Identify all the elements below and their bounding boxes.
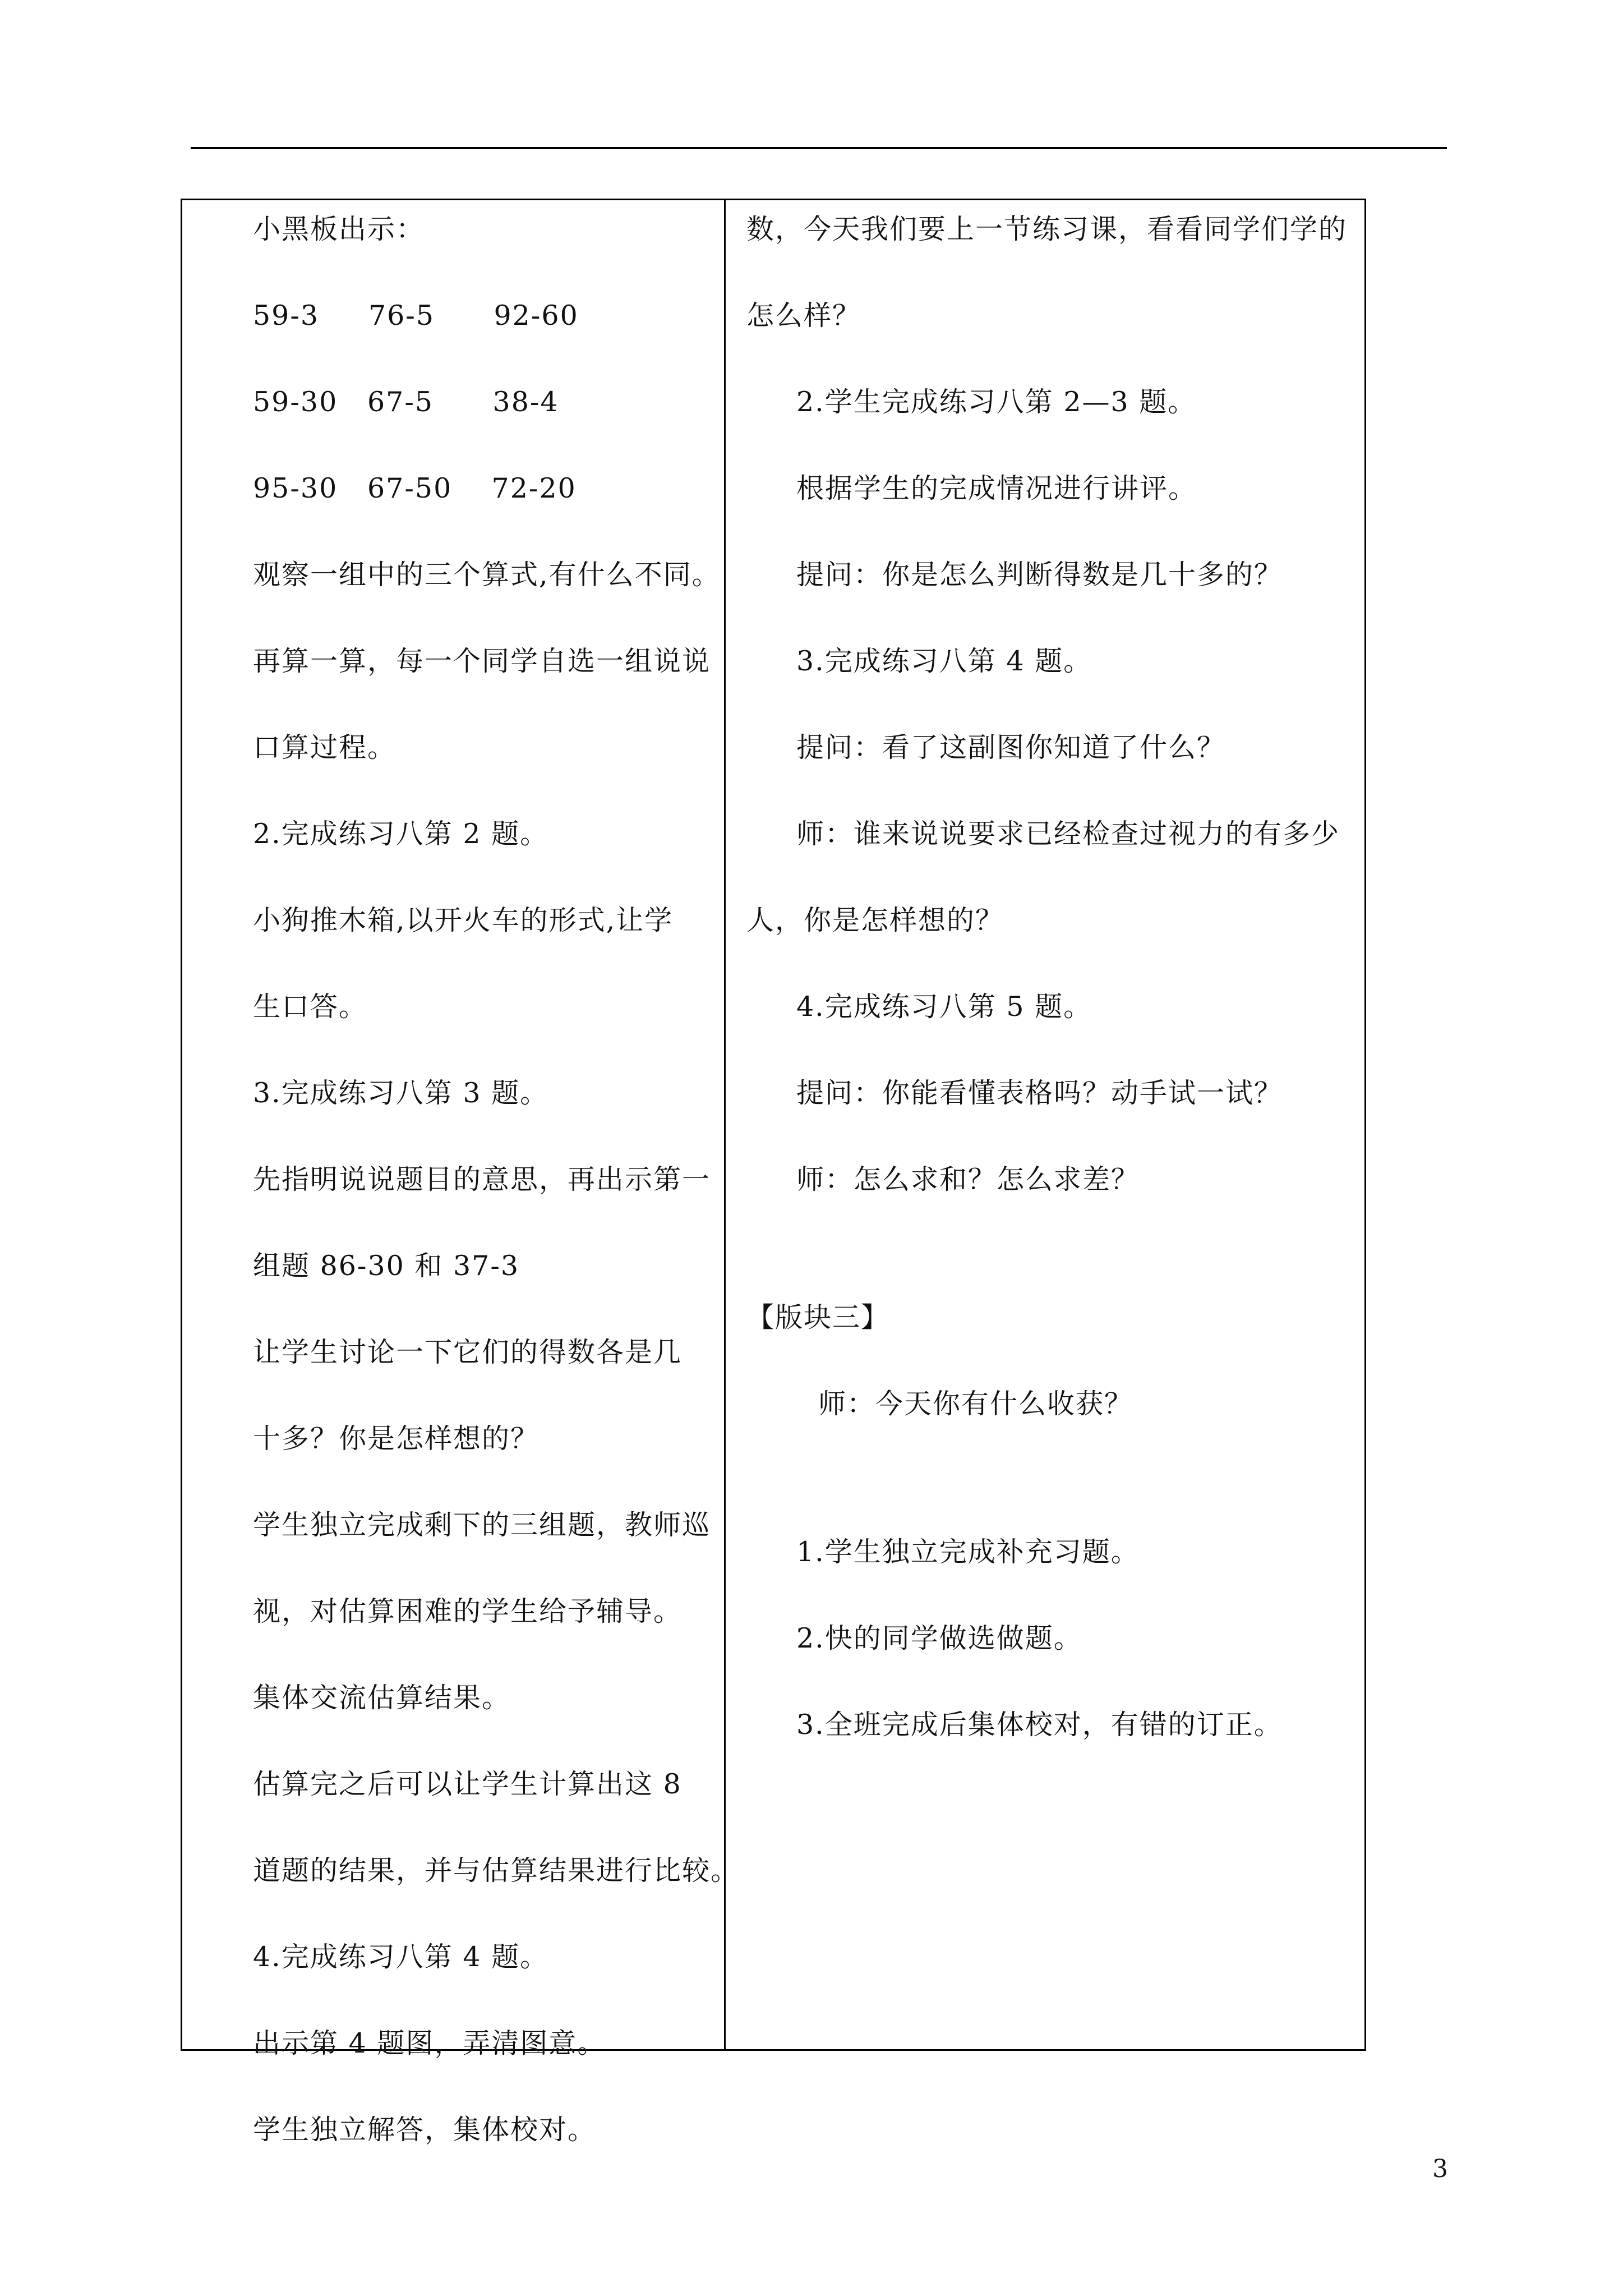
right-line-3: 2.学生完成练习八第 2—3 题。 <box>796 386 1197 418</box>
left-line-12: 先指明说说题目的意思，再出示第一 <box>253 1163 711 1195</box>
left-line-3: 59-30 67-5 38-4 <box>253 386 559 418</box>
left-line-20: 道题的结果，并与估算结果进行比较。 <box>253 1855 740 1887</box>
left-line-11: 3.完成练习八第 3 题。 <box>253 1077 549 1109</box>
left-line-7: 口算过程。 <box>253 731 396 763</box>
left-line-8: 2.完成练习八第 2 题。 <box>253 818 549 850</box>
left-line-9: 小狗推木箱,以开火车的形式,让学 <box>253 904 674 936</box>
left-line-6: 再算一算，每一个同学自选一组说说 <box>253 645 711 677</box>
right-line-11: 提问：你能看懂表格吗？动手试一试？ <box>796 1077 1283 1109</box>
right-line-1: 数，今天我们要上一节练习课，看看同学们学的 <box>746 213 1348 245</box>
left-line-22: 出示第 4 题图，弄清图意。 <box>253 2027 606 2059</box>
right-line-4: 根据学生的完成情况进行讲评。 <box>796 472 1197 504</box>
left-line-21: 4.完成练习八第 4 题。 <box>253 1941 549 1973</box>
left-line-19: 估算完之后可以让学生计算出这 8 <box>253 1768 682 1800</box>
header-rule <box>191 147 1447 149</box>
right-line-14: 师：今天你有什么收获？ <box>818 1388 1133 1420</box>
left-line-14: 让学生讨论一下它们的得数各是几 <box>253 1336 683 1368</box>
left-line-15: 十多？你是怎样想的？ <box>253 1423 540 1455</box>
left-line-17: 视，对估算困难的学生给予辅导。 <box>253 1595 683 1627</box>
left-line-23: 学生独立解答，集体校对。 <box>253 2114 597 2146</box>
page-number: 3 <box>1432 2155 1448 2183</box>
right-line-9: 人，你是怎样想的？ <box>746 904 1004 936</box>
right-line-15: 1.学生独立完成补充习题。 <box>796 1536 1140 1568</box>
right-line-6: 3.完成练习八第 4 题。 <box>796 645 1092 677</box>
section-heading: 【版块三】 <box>746 1301 890 1333</box>
left-line-1: 小黑板出示： <box>253 213 425 245</box>
left-line-10: 生口答。 <box>253 991 368 1023</box>
left-line-13: 组题 86-30 和 37-3 <box>253 1250 520 1282</box>
right-line-17: 3.全班完成后集体校对，有错的订正。 <box>796 1709 1283 1741</box>
lesson-table <box>181 199 1366 2146</box>
right-line-5: 提问：你是怎么判断得数是几十多的？ <box>796 559 1283 591</box>
right-line-2: 怎么样？ <box>746 300 861 332</box>
left-line-2: 59-3 76-5 92-60 <box>253 300 579 332</box>
right-line-8: 师：谁来说说要求已经检查过视力的有多少 <box>796 818 1340 850</box>
right-line-7: 提问：看了这副图你知道了什么？ <box>796 731 1226 763</box>
right-line-16: 2.快的同学做选做题。 <box>796 1622 1082 1654</box>
left-line-5: 观察一组中的三个算式,有什么不同。 <box>253 559 721 591</box>
right-line-10: 4.完成练习八第 5 题。 <box>796 991 1092 1023</box>
left-line-18: 集体交流估算结果。 <box>253 1682 511 1714</box>
left-line-4: 95-30 67-50 72-20 <box>253 472 577 504</box>
left-line-16: 学生独立完成剩下的三组题，教师巡 <box>253 1509 711 1541</box>
right-line-12: 师：怎么求和？怎么求差？ <box>796 1163 1140 1195</box>
